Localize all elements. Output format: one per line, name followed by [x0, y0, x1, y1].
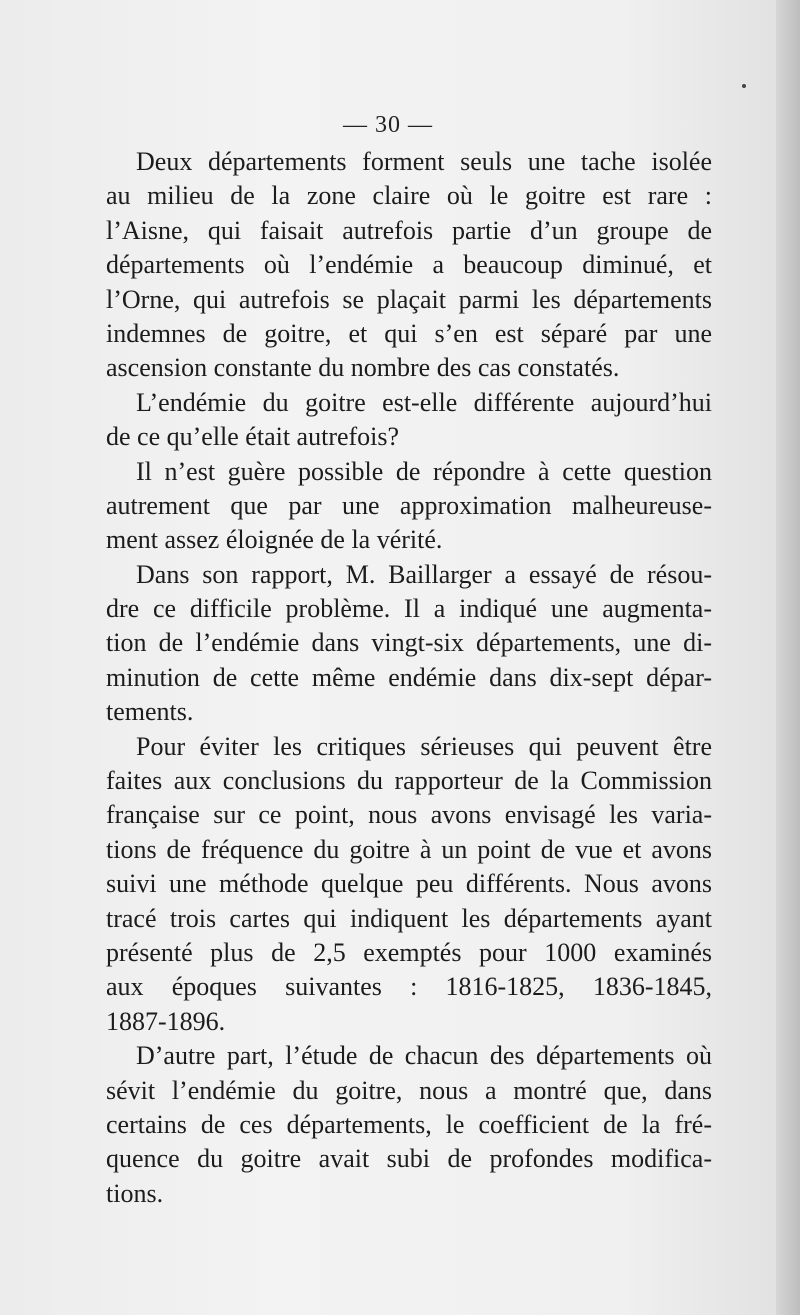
- text-line: sévit l’endémie du goitre, nous a montré que, dans: [106, 1075, 712, 1105]
- text-line: de ce qu’elle était autrefois?: [106, 422, 400, 452]
- text-line: départements où l’endémie a beaucoup diminué, et: [106, 250, 712, 280]
- text-line: l’Aisne, qui faisait autrefois partie d’un groupe de: [106, 215, 712, 245]
- text-line: suivi une méthode quelque peu différents. Nous avons: [106, 869, 712, 899]
- paragraph-first-line: Il n’est guère possible de répondre à cette question: [136, 456, 712, 486]
- paragraph-first-line: Pour éviter les critiques sérieuses qui peuvent être: [136, 731, 712, 761]
- text-line: l’Orne, qui autrefois se plaçait parmi les départements: [106, 284, 712, 314]
- text-line: quence du goitre avait subi de profondes modifica-: [106, 1144, 712, 1174]
- text-line: aux époques suivantes : 1816-1825, 1836-1845,: [106, 972, 712, 1002]
- paragraph-first-line: Deux départements forment seuls une tache isolée: [136, 147, 712, 176]
- text-line: tions.: [106, 1178, 164, 1208]
- text-line: ascension constante du nombre des cas constatés.: [106, 353, 620, 383]
- text-line: certains de ces départements, le coefficient de la fré-: [106, 1109, 712, 1139]
- text-line: autrement que par une approximation malheureuse-: [106, 490, 712, 520]
- paragraph-first-line: D’autre part, l’étude de chacun des départements où: [136, 1041, 712, 1071]
- speck-mark: [742, 84, 746, 88]
- text-line: ment assez éloignée de la vérité.: [106, 525, 443, 555]
- text-line: tions de fréquence du goitre à un point de vue et avons: [106, 834, 712, 864]
- text-line: présenté plus de 2,5 exemptés pour 1000 examinés: [106, 937, 712, 967]
- text-line: dre ce difficile problème. Il a indiqué une augmenta-: [106, 594, 712, 624]
- body-text: [106, 145, 712, 1211]
- page-edge: [776, 0, 800, 1315]
- text-line: tracé trois cartes qui indiquent les départements ayant: [106, 903, 712, 933]
- text-line: française sur ce point, nous avons envisagé les varia-: [106, 800, 712, 830]
- text-line: faites aux conclusions du rapporteur de la Commission: [106, 766, 712, 796]
- text-line: 1887-1896.: [106, 1006, 226, 1036]
- text-line: tements.: [106, 697, 194, 727]
- paragraph-first-line: Dans son rapport, M. Baillarger a essayé de résou-: [136, 559, 712, 589]
- text-line: tion de l’endémie dans vingt-six départements, une di-: [106, 628, 712, 658]
- text-line: minution de cette même endémie dans dix-sept dépar-: [106, 662, 712, 692]
- paragraph-first-line: L’endémie du goitre est-elle différente aujourd’hui: [136, 387, 712, 417]
- text-line: indemnes de goitre, et qui s’en est séparé par une: [106, 318, 712, 348]
- page-number: — 30 —: [343, 112, 433, 138]
- text-line: au milieu de la zone claire où le goitre est rare :: [106, 181, 712, 211]
